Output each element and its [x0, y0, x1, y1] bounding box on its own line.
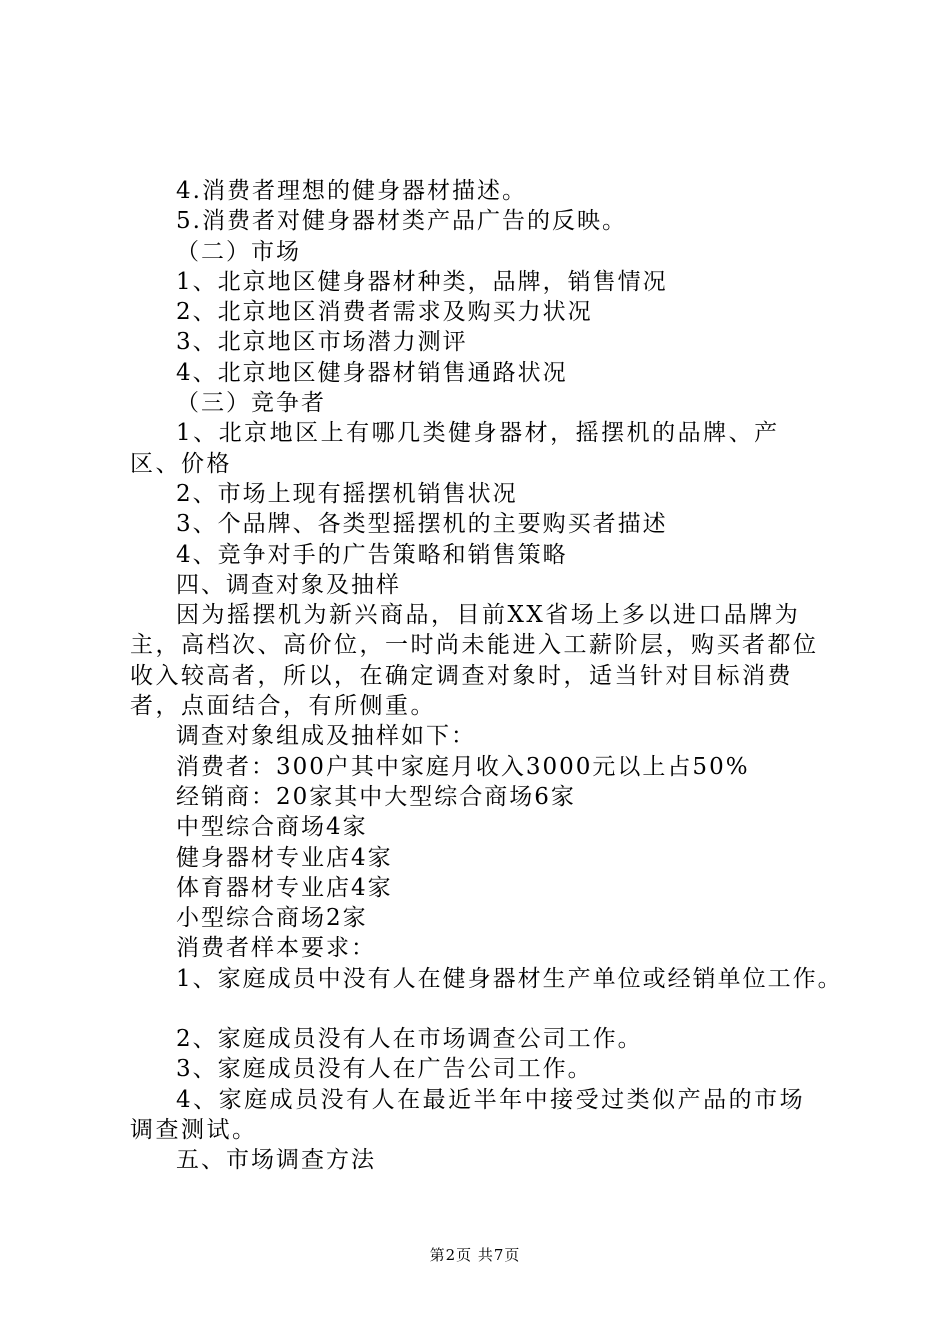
list-item: 2、北京地区消费者需求及购买力状况 [176, 299, 593, 326]
paragraph: 4.消费者理想的健身器材描述。 [176, 178, 527, 204]
list-item: 4、家庭成员没有人在最近半年中接受过类似产品的市场调查测试。 [130, 1086, 806, 1143]
section-heading: （三）竞争者 [176, 390, 326, 417]
list-item: 3、个品牌、各类型摇摆机的主要购买者描述 [176, 511, 668, 538]
document-body [130, 176, 843, 1176]
paragraph: 中型综合商场4家 [176, 814, 368, 841]
list-item: 4、竞争对手的广告策略和销售策略 [176, 541, 568, 568]
list-item: 2、家庭成员没有人在市场调查公司工作。 [176, 1026, 643, 1053]
list-item: 4、北京地区健身器材销售通路状况 [176, 359, 568, 386]
paragraph: 健身器材专业店4家 [176, 844, 393, 871]
paragraph: 调查对象组成及抽样如下： [176, 723, 476, 750]
paragraph: 经销商：20家其中大型综合商场6家 [176, 783, 576, 810]
paragraph: 小型综合商场2家 [176, 905, 368, 932]
paragraph: 消费者：300户其中家庭月收入3000元以上占50% [176, 753, 750, 780]
section-heading: 五、市场调查方法 [176, 1147, 376, 1174]
blank-line [130, 994, 830, 1024]
section-heading: 四、调查对象及抽样 [176, 571, 401, 598]
list-item: 2、市场上现有摇摆机销售状况 [176, 480, 518, 507]
list-item: 3、北京地区市场潜力测评 [176, 329, 468, 356]
list-item: 1、北京地区上有哪几类健身器材，摇摆机的品牌、产区、价格 [130, 420, 780, 477]
paragraph: 消费者样本要求： [176, 935, 376, 962]
list-item: 1、北京地区健身器材种类，品牌，销售情况 [176, 268, 668, 295]
list-item: 3、家庭成员没有人在广告公司工作。 [176, 1056, 593, 1083]
paragraph: 因为摇摆机为新兴商品，目前XX省场上多以进口品牌为主，高档次、高价位，一时尚未能进入工薪阶层，购买者都位收入较高者，所以，在确定调查对象时，适当针对目标消费者，点面结合，有所侧重。 [130, 602, 819, 720]
section-heading: （二）市场 [176, 238, 301, 265]
paragraph: 体育器材专业店4家 [176, 874, 393, 901]
list-item: 1、家庭成员中没有人在健身器材生产单位或经销单位工作。 [176, 965, 843, 992]
paragraph: 5.消费者对健身器材类产品广告的反映。 [176, 208, 627, 235]
page-footer: 第2页 共7页 [429, 1246, 521, 1264]
